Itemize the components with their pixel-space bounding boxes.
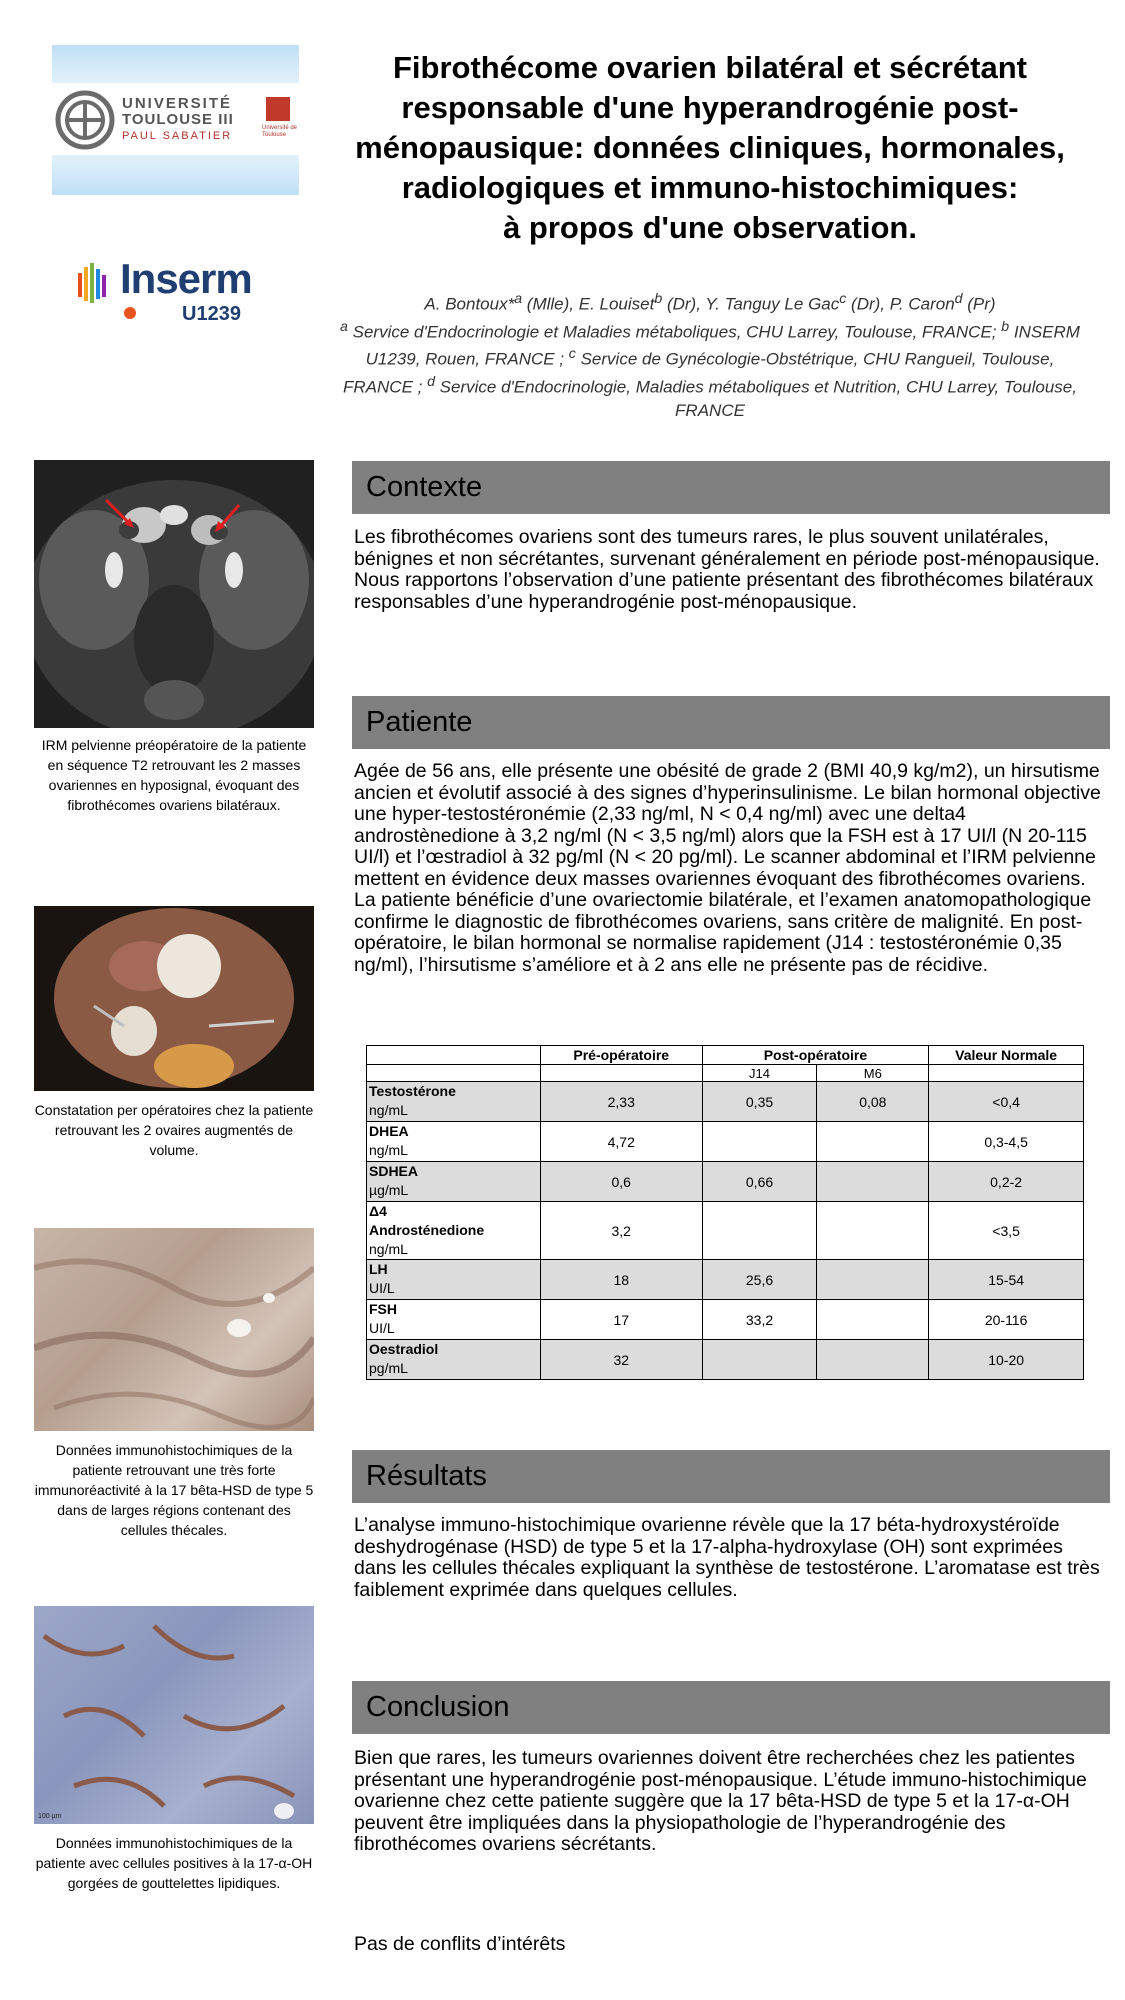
section-header-resultats <box>352 1450 1110 1503</box>
table-header-normal: Valeur Normale <box>929 1046 1084 1065</box>
hormone-unit: ng/mL <box>369 1102 408 1118</box>
university-name-line2: TOULOUSE III <box>122 111 234 128</box>
university-logo <box>52 45 299 195</box>
ihc-oh-image <box>34 1606 314 1824</box>
mri-caption: IRM pelvienne préopératoire de la patiente en séquence T2 retrouvant les 2 masses ovariennes en hyposignal, évoquant des fibrothécomes ovariens bilatéraux. <box>41 737 307 813</box>
value-normal: 10-20 <box>929 1340 1084 1380</box>
hormone-name: FSH <box>369 1301 397 1317</box>
value-m6 <box>817 1260 929 1300</box>
ihc-oh-caption: Données immunohistochimiques de la patiente avec cellules positives à la 17-α-OH gorgées de gouttelettes lipidiques. <box>35 1835 313 1891</box>
section-title-patiente: Patiente <box>366 706 473 738</box>
hormone-name-cell <box>367 1202 541 1260</box>
university-name-line3: PAUL SABATIER <box>122 130 233 142</box>
value-j14: 0,66 <box>702 1162 817 1202</box>
ihc-oh-illustration <box>34 1606 314 1824</box>
poster-title: Fibrothécome ovarien bilatéral et sécrétant responsable d'une hyperandrogénie post- ménopausique: données cliniques, hormonales, radiologiques et immuno-histochimiques: à propos d'une observation. <box>355 50 1065 245</box>
hormone-name-cell <box>367 1082 541 1122</box>
value-m6: 0,08 <box>817 1082 929 1122</box>
inserm-bars-icon <box>78 263 108 307</box>
scale-label: 100 µm <box>38 1813 62 1820</box>
table-subheader-blank <box>929 1065 1084 1082</box>
value-j14: 33,2 <box>702 1300 817 1340</box>
value-m6 <box>817 1122 929 1162</box>
inserm-dot <box>124 307 136 319</box>
section-body-patiente: Agée de 56 ans, elle présente une obésité de grade 2 (BMI 40,9 kg/m2), un hirsutisme ancien et évolutif associé à des signes d’hyperinsulinisme. Le bilan hormonal objective une hyper-testostéronémie (2,33 ng/ml, N < 0,4 ng/ml) avec une delta4 androstènedione à 3,2 ng/ml (N < 3,5 ng/ml) alors que la FSH est à 17 UI/l (N 20-115 UI/l) et l’œstradiol à 32 pg/ml (N < 20 pg/ml). Le scanner abdominal et l’IRM pelvienne mettent en évidence deux masses ovariennes évoquant des fibrothécomes ovariens. La patiente bénéficie d’une ovariectomie bilatérale, et l’examen anatomopathologique confirme le diagnostic de fibrothécomes ovariens, sans critère de malignité. En post-opératoire, le bilan hormonal se normalise rapidement (J14 : testostéronémie 0,35 ng/ml), l’hirsutisme s’améliore et à 2 ans elle ne présente pas de récidive. <box>354 760 1101 976</box>
value-j14 <box>702 1202 817 1260</box>
hormone-name-cell <box>367 1300 541 1340</box>
hormone-unit: ng/mL <box>369 1241 408 1257</box>
value-normal: 0,2-2 <box>929 1162 1084 1202</box>
hormone-unit: µg/mL <box>369 1182 409 1198</box>
table-row <box>367 1202 1084 1260</box>
value-normal: 20-116 <box>929 1300 1084 1340</box>
section-header-conclusion <box>352 1681 1110 1734</box>
section-body-contexte: Les fibrothécomes ovariens sont des tumeurs rares, le plus souvent unilatérales, bénignes et non sécrétantes, survenant généralement en période post-ménopausique. Nous rapportons l’observation d’une patiente présentant des fibrothécomes bilatéraux responsables d’une hyperandrogénie post-ménopausique. <box>354 526 1100 613</box>
hormone-name: SDHEA <box>369 1163 419 1179</box>
table-subheader-j14: J14 <box>702 1065 817 1082</box>
table-subheader-m6: M6 <box>817 1065 929 1082</box>
hormone-name: Δ4 <box>369 1203 387 1219</box>
mri-illustration <box>34 460 314 728</box>
section-header-contexte <box>352 461 1110 514</box>
value-preop: 17 <box>540 1300 702 1340</box>
table-header-postop: Post-opératoire <box>702 1046 929 1065</box>
hormone-name-line2: Androsténedione <box>369 1222 485 1238</box>
poster-authors: A. Bontoux*$^a$ (Mlle), E. Louiset$^b$ (Dr), Y. Tanguy Le Gac$^c$ (Dr), P. Caron$^d$ (Pr) $^a$ Service d'Endocrinologie et Maladies métaboliques, CHU Larrey, Toulouse, FRANCE; $^b$ INSERM U1239, Rouen, FRANCE ; $^c$ Service de Gynécologie-Obstétrique, CHU Rangueil, Toulouse, FRANCE ; $^d$ Service d'Endocrinologie, Maladies métaboliques et Nutrition, CHU Larrey, Toulouse, FRANCE <box>340 291 1080 420</box>
table-row <box>367 1340 1084 1380</box>
hormone-unit: UI/L <box>369 1280 395 1296</box>
hormone-name: DHEA <box>369 1123 409 1139</box>
table-header-preop: Pré-opératoire <box>540 1046 702 1065</box>
value-m6 <box>817 1340 929 1380</box>
inserm-logo <box>70 255 260 335</box>
value-preop: 3,2 <box>540 1202 702 1260</box>
value-j14: 0,35 <box>702 1082 817 1122</box>
value-j14 <box>702 1340 817 1380</box>
section-header-patiente <box>352 696 1110 749</box>
logo-band-bottom <box>52 155 299 195</box>
value-j14: 25,6 <box>702 1260 817 1300</box>
table-subheader-blank <box>540 1065 702 1082</box>
section-body-resultats: L’analyse immuno-histochimique ovarienne révèle que la 17 béta-hydroxystéroïde deshydrogénase (HSD) de type 5 et la 17-alpha-hydroxylase (OH) sont exprimées dans les cellules thécales expliquant la synthèse de testostérone. L’aromatase est très faiblement exprimée dans quelques cellules. <box>354 1514 1100 1601</box>
hormone-name: Testostérone <box>369 1083 456 1099</box>
value-preop: 18 <box>540 1260 702 1300</box>
hormone-table <box>366 1045 1084 1380</box>
hormone-name-cell <box>367 1122 541 1162</box>
table-subheader-blank <box>367 1065 541 1082</box>
table-header-blank <box>367 1046 541 1065</box>
table-row <box>367 1082 1084 1122</box>
hormone-unit: pg/mL <box>369 1360 408 1376</box>
section-title-contexte: Contexte <box>366 471 483 503</box>
operative-image <box>34 906 314 1091</box>
value-preop: 0,6 <box>540 1162 702 1202</box>
table-row <box>367 1260 1084 1300</box>
section-title-resultats: Résultats <box>366 1460 487 1492</box>
hormone-name: LH <box>369 1261 388 1277</box>
hormone-name-cell <box>367 1340 541 1380</box>
hormone-name-cell <box>367 1260 541 1300</box>
table-row <box>367 1122 1084 1162</box>
value-m6 <box>817 1162 929 1202</box>
mri-image <box>34 460 314 728</box>
ihc-hsd-caption: Données immunohistochimiques de la patiente retrouvant une très forte immunoréactivité à la 17 bêta-HSD de type 5 dans de larges régions contenant des cellules thécales. <box>34 1442 314 1538</box>
hormone-name-cell <box>367 1162 541 1202</box>
table-header-row <box>367 1046 1084 1065</box>
operative-caption: Constatation per opératoires chez la patiente retrouvant les 2 ovaires augmentés de volume. <box>34 1102 314 1158</box>
value-j14 <box>702 1122 817 1162</box>
logo-band-top <box>52 45 299 83</box>
table-row <box>367 1162 1084 1202</box>
section-title-conclusion: Conclusion <box>366 1691 510 1723</box>
value-normal: <3,5 <box>929 1202 1084 1260</box>
university-emblem-icon <box>55 90 115 150</box>
hormone-unit: UI/L <box>369 1320 395 1336</box>
inserm-wordmark: Inserm <box>120 255 252 302</box>
value-preop: 32 <box>540 1340 702 1380</box>
section-body-conclusion: Bien que rares, les tumeurs ovariennes doivent être recherchées chez les patientes présentant une hyperandrogénie post-ménopausique. L’étude immuno-histochimique ovarienne chez cette patiente suggère que la 17 bêta-HSD de type 5 et la 17-α-OH peuvent être impliquées dans la physiopathologie de l’hyperandrogénie des fibrothécomes ovariens sécrétants. <box>354 1747 1087 1855</box>
value-preop: 2,33 <box>540 1082 702 1122</box>
table-subheader-row <box>367 1065 1084 1082</box>
value-normal: <0,4 <box>929 1082 1084 1122</box>
ihc-hsd-illustration <box>34 1228 314 1431</box>
value-preop: 4,72 <box>540 1122 702 1162</box>
conflicts-statement: Pas de conflits d’intérêts <box>354 1933 566 1955</box>
hormone-name: Oestradiol <box>369 1341 439 1357</box>
university-red-square <box>266 97 290 121</box>
operative-illustration <box>34 906 314 1091</box>
ihc-hsd-image <box>34 1228 314 1431</box>
value-normal: 15-54 <box>929 1260 1084 1300</box>
university-name-line1: UNIVERSITÉ <box>122 95 233 112</box>
inserm-unit: U1239 <box>182 303 241 325</box>
value-m6 <box>817 1300 929 1340</box>
university-small-label: Université de Toulouse <box>262 125 298 138</box>
value-m6 <box>817 1202 929 1260</box>
table-row <box>367 1300 1084 1340</box>
hormone-unit: ng/mL <box>369 1142 408 1158</box>
value-normal: 0,3-4,5 <box>929 1122 1084 1162</box>
